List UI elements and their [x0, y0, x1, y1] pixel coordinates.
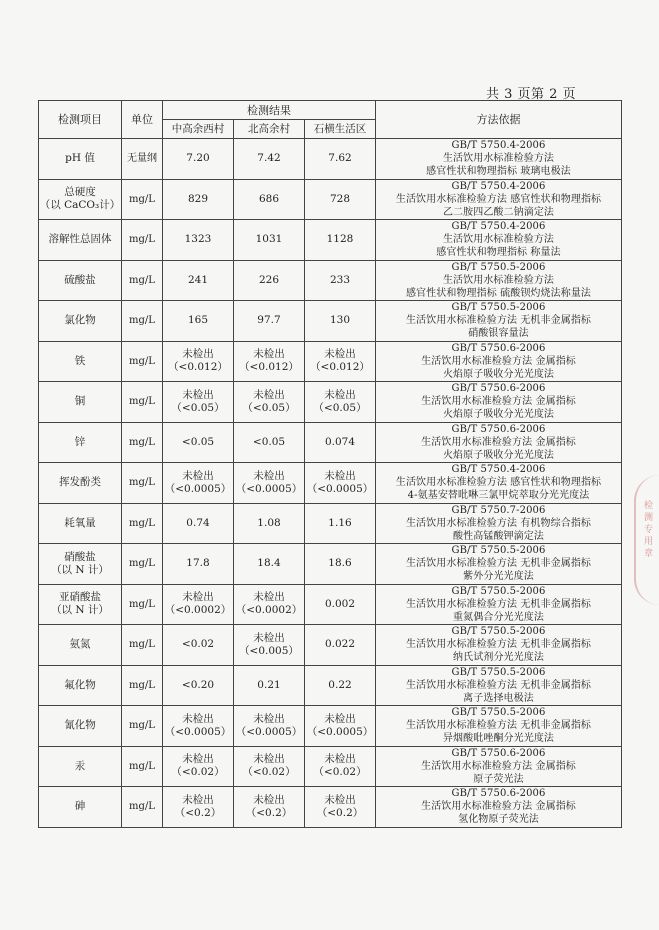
row-value-location-1: 829 — [163, 179, 234, 220]
row-value-location-1: <0.02 — [163, 625, 234, 666]
row-item: 锌 — [39, 422, 122, 463]
header-location-3: 石横生活区 — [305, 120, 376, 139]
header-location-1: 中高余西村 — [163, 120, 234, 139]
row-method: GB/T 5750.5-2006 生活饮用水标准检验方法 无机非金属指标 重氮偶合分光光度法 — [376, 584, 622, 625]
row-value-location-1: 未检出 （<0.02） — [163, 746, 234, 787]
table-row — [39, 179, 622, 220]
table-row — [39, 544, 622, 585]
row-item: 总硬度 （以 CaCO₃计） — [39, 179, 122, 220]
row-value-location-1: 0.74 — [163, 503, 234, 544]
row-item: 砷 — [39, 787, 122, 828]
row-method: GB/T 5750.4-2006 生活饮用水标准检验方法 感官性状和物理指标 称量法 — [376, 220, 622, 261]
table-row — [39, 260, 622, 301]
table-row — [39, 746, 622, 787]
row-unit: mg/L — [122, 382, 163, 423]
row-value-location-1: 165 — [163, 301, 234, 342]
row-value-location-3: 未检出 （<0.0005） — [305, 706, 376, 747]
row-item: 耗氧量 — [39, 503, 122, 544]
row-unit: mg/L — [122, 179, 163, 220]
row-unit: mg/L — [122, 260, 163, 301]
row-method: GB/T 5750.4-2006 生活饮用水标准检验方法 感官性状和物理指标 4-氨基安替吡啉三氯甲烷萃取分光光度法 — [376, 463, 622, 504]
row-method: GB/T 5750.6-2006 生活饮用水标准检验方法 金属指标 火焰原子吸收分光光度法 — [376, 422, 622, 463]
table-row — [39, 706, 622, 747]
row-value-location-2: 1031 — [234, 220, 305, 261]
row-unit: mg/L — [122, 665, 163, 706]
row-value-location-1: 未检出 （<0.0005） — [163, 463, 234, 504]
table-row — [39, 584, 622, 625]
row-value-location-3: 0.074 — [305, 422, 376, 463]
row-value-location-2: 未检出 （<0.02） — [234, 746, 305, 787]
row-unit: mg/L — [122, 463, 163, 504]
header-item: 检测项目 — [39, 101, 122, 139]
row-value-location-1: <0.05 — [163, 422, 234, 463]
row-method: GB/T 5750.7-2006 生活饮用水标准检验方法 有机物综合指标 酸性高锰酸钾滴定法 — [376, 503, 622, 544]
row-unit: mg/L — [122, 220, 163, 261]
row-value-location-2: 7.42 — [234, 139, 305, 180]
table-row — [39, 503, 622, 544]
row-value-location-3: 130 — [305, 301, 376, 342]
row-unit: mg/L — [122, 625, 163, 666]
row-value-location-1: 7.20 — [163, 139, 234, 180]
row-value-location-3: 18.6 — [305, 544, 376, 585]
row-value-location-1: <0.20 — [163, 665, 234, 706]
table-row — [39, 382, 622, 423]
page-number: 共 3 页第 2 页 — [486, 87, 577, 102]
row-item: 硝酸盐 （以 N 计） — [39, 544, 122, 585]
table-row — [39, 341, 622, 382]
row-item: 亚硝酸盐 （以 N 计） — [39, 584, 122, 625]
row-value-location-2: 未检出 （<0.05） — [234, 382, 305, 423]
row-unit: mg/L — [122, 503, 163, 544]
row-value-location-3: 1128 — [305, 220, 376, 261]
row-value-location-2: 18.4 — [234, 544, 305, 585]
row-item: 氯化物 — [39, 301, 122, 342]
row-value-location-2: 未检出 （<0.005） — [234, 625, 305, 666]
row-value-location-2: 97.7 — [234, 301, 305, 342]
seal-text: 检测专用章 — [642, 500, 652, 560]
row-value-location-2: 未检出 （<0.0005） — [234, 463, 305, 504]
row-value-location-2: 未检出 （<0.2） — [234, 787, 305, 828]
row-value-location-3: 未检出 （<0.0005） — [305, 463, 376, 504]
row-value-location-1: 未检出 （<0.2） — [163, 787, 234, 828]
row-method: GB/T 5750.6-2006 生活饮用水标准检验方法 金属指标 氢化物原子荧光法 — [376, 787, 622, 828]
row-value-location-1: 未检出 （<0.0002） — [163, 584, 234, 625]
header-results: 检测结果 — [163, 101, 376, 120]
row-method: GB/T 5750.6-2006 生活饮用水标准检验方法 金属指标 原子荧光法 — [376, 746, 622, 787]
row-item: 硫酸盐 — [39, 260, 122, 301]
row-item: 氰化物 — [39, 706, 122, 747]
table-row — [39, 301, 622, 342]
row-method: GB/T 5750.5-2006 生活饮用水标准检验方法 无机非金属指标 异烟酸吡唑酮分光光度法 — [376, 706, 622, 747]
row-value-location-3: 233 — [305, 260, 376, 301]
row-value-location-2: 686 — [234, 179, 305, 220]
table-row — [39, 463, 622, 504]
row-method: GB/T 5750.6-2006 生活饮用水标准检验方法 金属指标 火焰原子吸收分光光度法 — [376, 382, 622, 423]
table-row — [39, 220, 622, 261]
row-value-location-3: 0.22 — [305, 665, 376, 706]
row-value-location-1: 未检出 （<0.0005） — [163, 706, 234, 747]
test-results-table — [38, 100, 622, 828]
row-value-location-1: 未检出 （<0.05） — [163, 382, 234, 423]
row-value-location-3: 7.62 — [305, 139, 376, 180]
row-unit: mg/L — [122, 706, 163, 747]
row-value-location-2: 未检出 （<0.012） — [234, 341, 305, 382]
table-row — [39, 139, 622, 180]
row-value-location-2: 226 — [234, 260, 305, 301]
row-item: 氨氮 — [39, 625, 122, 666]
row-method: GB/T 5750.5-2006 生活饮用水标准检验方法 无机非金属指标 离子选择电极法 — [376, 665, 622, 706]
row-value-location-1: 241 — [163, 260, 234, 301]
table-row — [39, 665, 622, 706]
row-value-location-3: 1.16 — [305, 503, 376, 544]
header-method: 方法依据 — [376, 101, 622, 139]
row-value-location-2: 1.08 — [234, 503, 305, 544]
row-method: GB/T 5750.5-2006 生活饮用水标准检验方法 无机非金属指标 纳氏试剂分光光度法 — [376, 625, 622, 666]
table-row — [39, 422, 622, 463]
row-unit: mg/L — [122, 787, 163, 828]
row-value-location-2: 0.21 — [234, 665, 305, 706]
header-unit: 单位 — [122, 101, 163, 139]
row-unit: mg/L — [122, 301, 163, 342]
row-value-location-2: <0.05 — [234, 422, 305, 463]
row-unit: mg/L — [122, 544, 163, 585]
row-method: GB/T 5750.4-2006 生活饮用水标准检验方法 感官性状和物理指标 乙二胺四乙酸二钠滴定法 — [376, 179, 622, 220]
row-value-location-1: 未检出 （<0.012） — [163, 341, 234, 382]
row-method: GB/T 5750.5-2006 生活饮用水标准检验方法 感官性状和物理指标 硫酸钡灼烧法称量法 — [376, 260, 622, 301]
row-value-location-3: 未检出 （<0.05） — [305, 382, 376, 423]
row-value-location-2: 未检出 （<0.0005） — [234, 706, 305, 747]
row-item: 氟化物 — [39, 665, 122, 706]
row-value-location-3: 728 — [305, 179, 376, 220]
row-item: pH 值 — [39, 139, 122, 180]
row-method: GB/T 5750.6-2006 生活饮用水标准检验方法 金属指标 火焰原子吸收分光光度法 — [376, 341, 622, 382]
row-method: GB/T 5750.5-2006 生活饮用水标准检验方法 无机非金属指标 紫外分光光度法 — [376, 544, 622, 585]
row-item: 挥发酚类 — [39, 463, 122, 504]
row-method: GB/T 5750.5-2006 生活饮用水标准检验方法 无机非金属指标 硝酸银容量法 — [376, 301, 622, 342]
row-value-location-3: 未检出 （<0.012） — [305, 341, 376, 382]
row-unit: mg/L — [122, 584, 163, 625]
row-item: 铁 — [39, 341, 122, 382]
table-row — [39, 625, 622, 666]
row-value-location-3: 0.002 — [305, 584, 376, 625]
row-item: 汞 — [39, 746, 122, 787]
row-value-location-3: 未检出 （<0.2） — [305, 787, 376, 828]
row-unit: mg/L — [122, 746, 163, 787]
row-unit: mg/L — [122, 341, 163, 382]
row-value-location-2: 未检出 （<0.0002） — [234, 584, 305, 625]
row-value-location-1: 1323 — [163, 220, 234, 261]
table-row — [39, 787, 622, 828]
row-value-location-3: 未检出 （<0.02） — [305, 746, 376, 787]
row-unit: 无量纲 — [122, 139, 163, 180]
row-unit: mg/L — [122, 422, 163, 463]
row-item: 铜 — [39, 382, 122, 423]
row-value-location-3: 0.022 — [305, 625, 376, 666]
header-location-2: 北高余村 — [234, 120, 305, 139]
row-method: GB/T 5750.4-2006 生活饮用水标准检验方法 感官性状和物理指标 玻璃电极法 — [376, 139, 622, 180]
row-value-location-1: 17.8 — [163, 544, 234, 585]
row-item: 溶解性总固体 — [39, 220, 122, 261]
